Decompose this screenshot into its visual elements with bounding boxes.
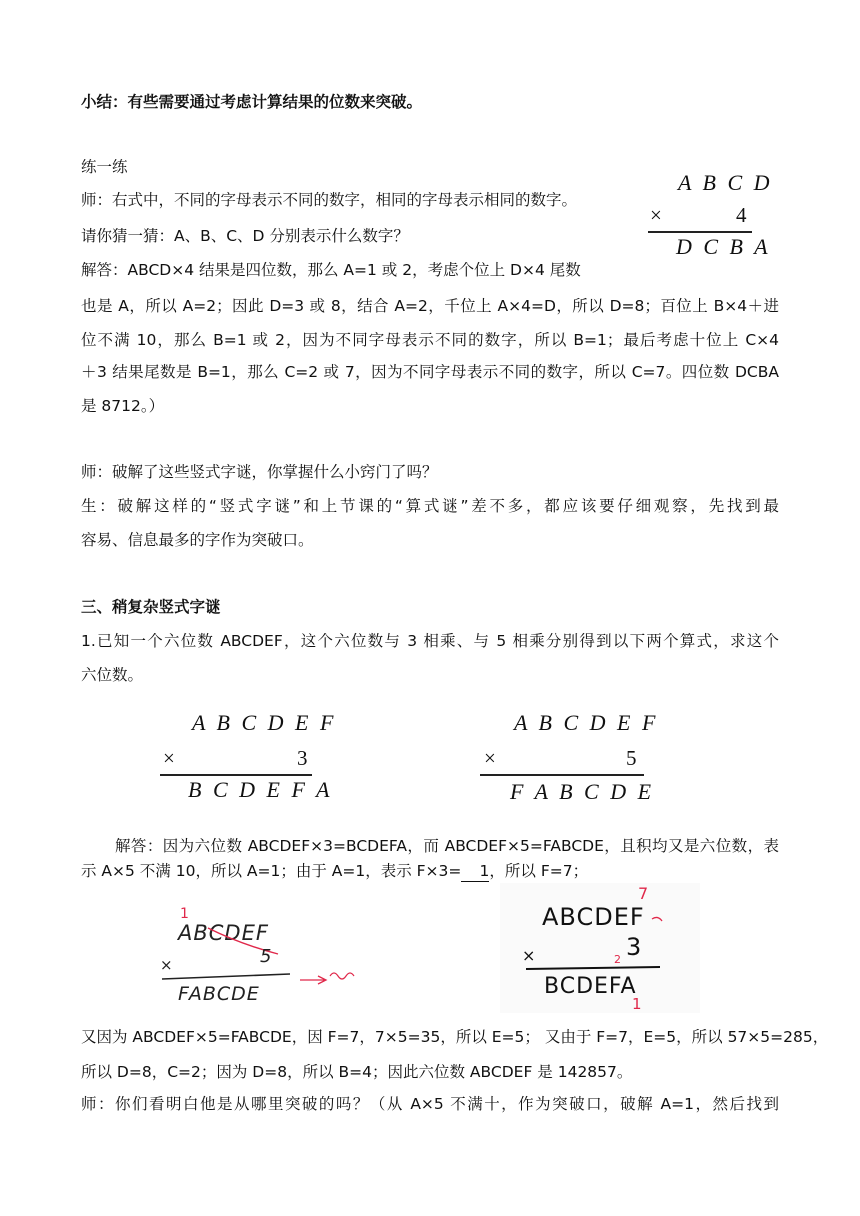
handwritten-result-row: FABCDE: [178, 983, 260, 1005]
puzzle-rule: [480, 774, 644, 776]
solution-line-3: 又因为 ABCDEF×5=FABCDE，因 F=7，7×5=35，所以 E=5； 又由于 F=7，E=5，所以 57×5=285，: [81, 1028, 829, 1046]
solution-line-1: 解答：因为六位数 ABCDEF×3=BCDEFA，而 ABCDEF×5=FABCDE，且积均又是六位数，表: [115, 837, 779, 855]
practice-answer-4: ＋3 结果尾数是 B=1，那么 C=2 或 7，因为不同字母表示不同的数字，所以 C=7。四位数 DCBA: [81, 363, 779, 381]
solution-line-5: 师：你们看明白他是从哪里突破的吗？（从 A×5 不满十，作为突破口，破解 A=1，然后找到: [81, 1095, 779, 1113]
practice-answer-5: 是 8712。）: [81, 397, 165, 415]
handwritten-top-row: ABCDEF: [178, 921, 269, 945]
puzzle-rule: [160, 774, 312, 776]
teacher-question: 师：破解了这些竖式字谜，你掌握什么小窍门了吗？: [81, 463, 438, 481]
student-answer-1: 生：破解这样的“竖式字谜”和上节课的“算式谜”差不多，都应该要仔细观察，先找到最: [81, 497, 779, 515]
handwritten-top-row: ABCDEF: [542, 903, 645, 931]
problem-text-2: 六位数。: [81, 666, 144, 684]
puzzle-top-row: A B C D E F: [514, 710, 659, 735]
puzzle-result-row: F A B C D E: [510, 779, 655, 804]
puzzle-rule: [648, 231, 752, 233]
puzzle-top-row: A B C D: [678, 170, 773, 195]
puzzle-multiplier: 5: [626, 746, 637, 770]
puzzle-result-row: B C D E F A: [188, 777, 333, 802]
practice-answer-2: 也是 A，所以 A=2；因此 D=3 或 8，结合 A=2，千位上 A×4=D，所以 D=8；百位上 B×4＋进: [81, 297, 779, 315]
puzzle-multiplier: 4: [736, 203, 747, 227]
practice-question-1: 师：右式中，不同的字母表示不同的数字，相同的字母表示相同的数字。: [81, 191, 578, 209]
handwritten-result-row: BCDEFA: [544, 974, 637, 999]
practice-answer-1: 解答：ABCD×4 结果是四位数，那么 A=1 或 2，考虑个位上 D×4 尾数: [81, 261, 581, 279]
handwritten-work-left: [150, 896, 380, 1012]
times-sign: ×: [522, 946, 536, 965]
times-sign: ×: [163, 746, 175, 770]
handwritten-work-right: [500, 883, 700, 1013]
handwritten-multiplier: 5: [260, 946, 272, 967]
solution-line-2: 示 A×5 不满 10，所以 A=1；由于 A=1，表示 F×3= 1，所以 F=7；: [81, 862, 589, 880]
annotation-digit: 7: [638, 884, 649, 903]
puzzle-multiplier: 3: [297, 746, 308, 770]
practice-heading: 练一练: [81, 158, 128, 176]
practice-question-2: 请你猜一猜：A、B、C、D 分别表示什么数字？: [81, 227, 409, 245]
section-heading: 三、稍复杂竖式字谜: [81, 598, 221, 616]
solution-line-4: 所以 D=8，C=2；因为 D=8，所以 B=4；因此六位数 ABCDEF 是 142857。: [81, 1063, 633, 1081]
times-sign: ×: [484, 746, 496, 770]
annotation-digit: 1: [632, 995, 642, 1013]
summary-line: 小结：有些需要通过考虑计算结果的位数来突破。: [81, 93, 423, 111]
fill-blank: 1: [461, 861, 489, 882]
student-answer-2: 容易、信息最多的字作为突破口。: [81, 531, 314, 549]
puzzle-result-row: D C B A: [676, 234, 771, 259]
annotation-digit: 1: [180, 906, 189, 922]
handwritten-rule: [162, 974, 290, 979]
times-sign: ×: [160, 956, 173, 974]
puzzle-top-row: A B C D E F: [192, 710, 337, 735]
times-sign: ×: [650, 203, 662, 227]
carry-digit: 2: [614, 953, 621, 966]
problem-text-1: 1.已知一个六位数 ABCDEF，这个六位数与 3 相乘、与 5 相乘分别得到以下两个算式，求这个: [81, 632, 779, 650]
practice-answer-3: 位不满 10，那么 B=1 或 2，因为不同字母表示不同的数字，所以 B=1；最后考虑十位上 C×4: [81, 331, 779, 349]
handwritten-multiplier: 3: [626, 933, 642, 961]
annotation-arrow: [300, 976, 326, 984]
annotation-scribble: [330, 973, 354, 979]
